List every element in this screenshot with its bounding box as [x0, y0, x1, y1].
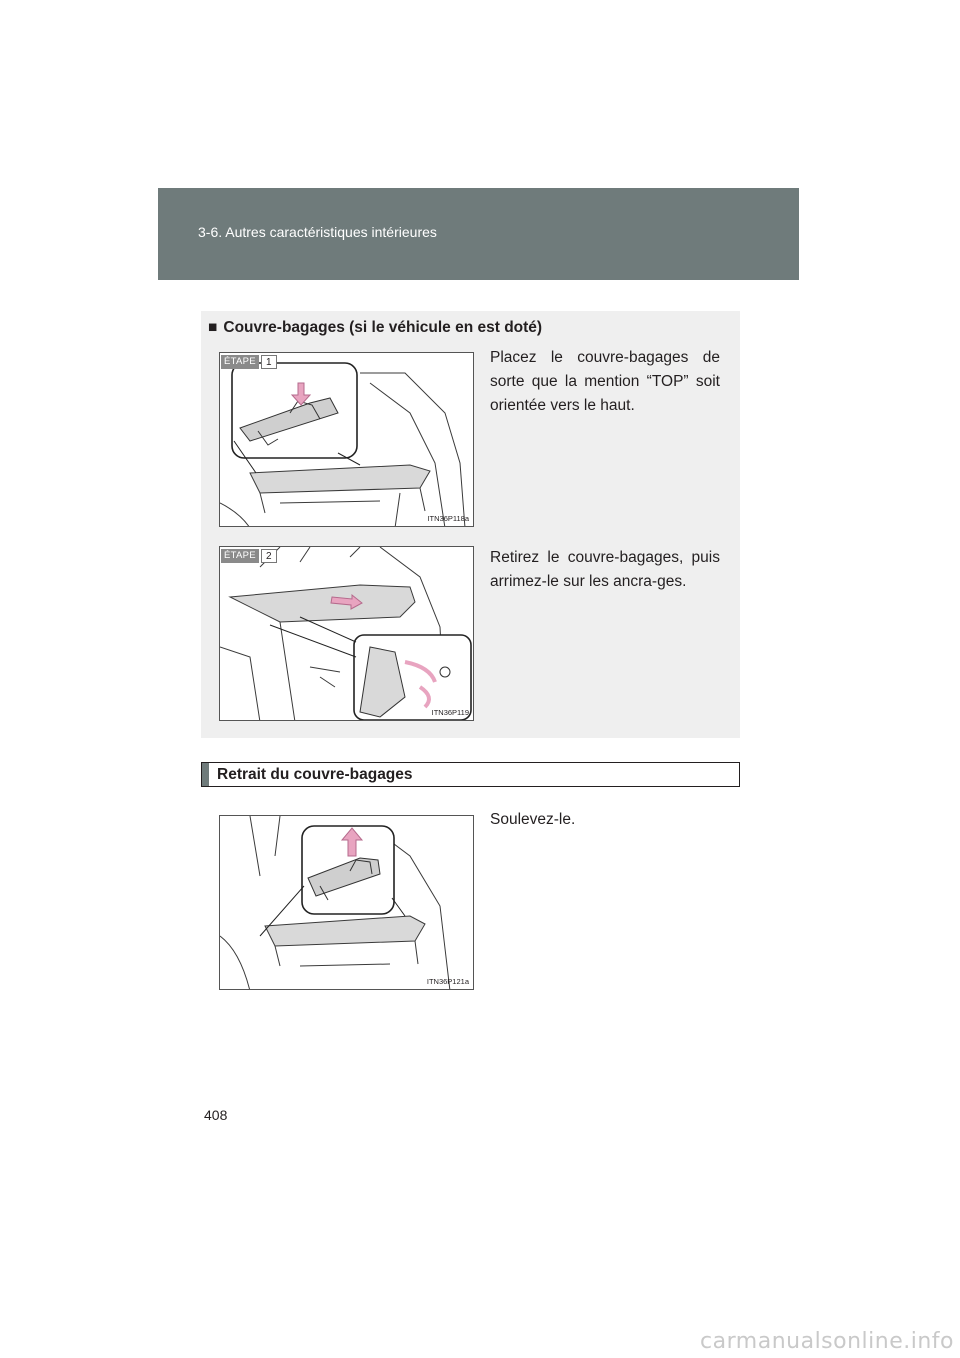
- box-heading-text: Couvre-bagages (si le véhicule en est doté): [223, 319, 543, 336]
- section-accent: [202, 763, 209, 786]
- section-title: Retrait du couvre-bagages: [217, 766, 413, 783]
- section-header: [201, 762, 740, 787]
- step-2-instruction: Retirez le couvre-bagages, puis arrimez-le sur les ancra-ges.: [490, 549, 720, 590]
- chapter-title: 3-6. Autres caractéristiques intérieures: [198, 224, 437, 240]
- watermark: carmanualsonline.info: [700, 1329, 954, 1354]
- step-2-illustration: [219, 546, 474, 721]
- chapter-header: [158, 188, 799, 280]
- page-number: 408: [204, 1107, 228, 1123]
- box-heading: [208, 319, 542, 337]
- step-badge: ÉTAPE 2: [221, 549, 277, 563]
- cargo-cover-illustration-2: [220, 547, 474, 721]
- figure-code: ITN36P121a: [426, 977, 469, 986]
- cargo-cover-illustration-1: [220, 353, 474, 527]
- removal-instruction: Soulevez-le.: [490, 811, 576, 828]
- cargo-cover-illustration-3: [220, 816, 474, 990]
- removal-illustration: [219, 815, 474, 990]
- step-1-illustration: [219, 352, 474, 527]
- step-badge: ÉTAPE 1: [221, 355, 277, 369]
- square-bullet-icon: ■: [208, 319, 218, 336]
- figure-code: ITN36P118a: [427, 514, 469, 523]
- step-1-instruction: Placez le couvre-bagages de sorte que la mention “TOP” soit orientée vers le haut.: [490, 349, 720, 414]
- figure-code: ITN36P119: [431, 708, 469, 717]
